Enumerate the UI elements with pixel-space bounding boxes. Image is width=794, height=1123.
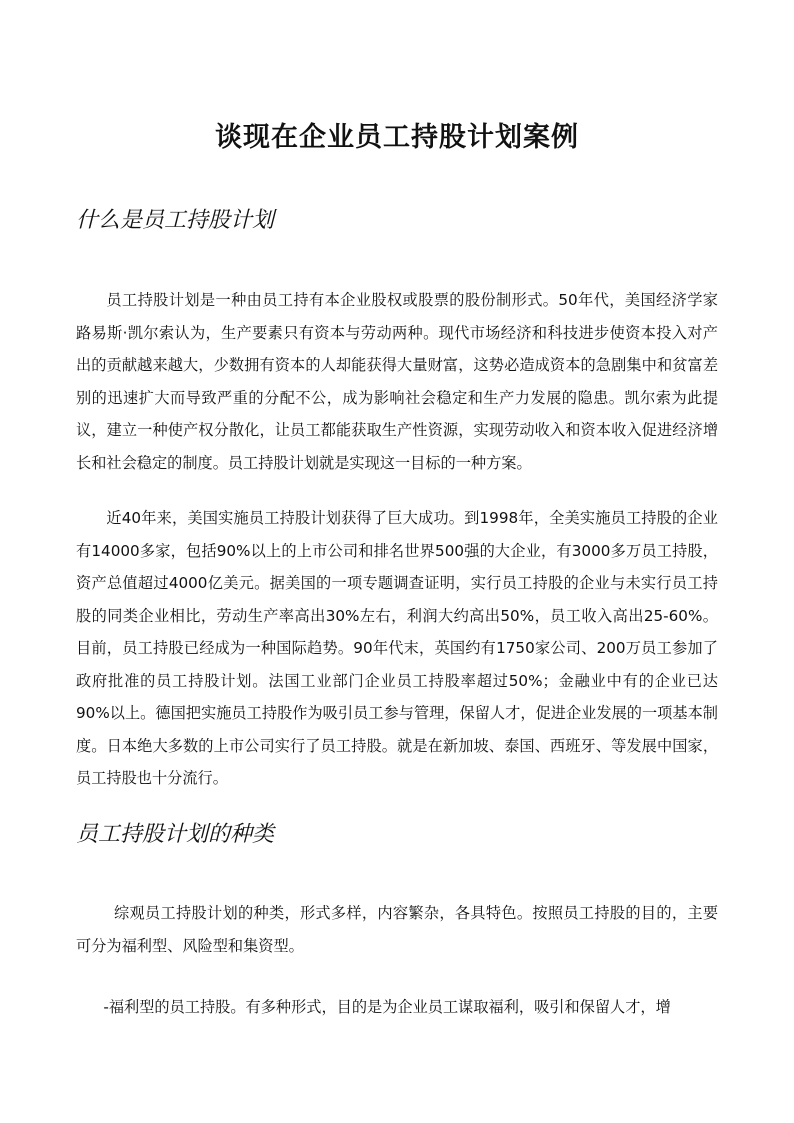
paragraph-esop-types-overview: 综观员工持股计划的种类，形式多样，内容繁杂，各具特色。按照员工持股的目的，主要可分为福利型、风险型和集资型。 (76, 904, 718, 955)
section-heading-esop-types: 员工持股计划的种类 (76, 822, 275, 847)
document-title: 谈现在企业员工持股计划案例 (215, 122, 579, 153)
paragraph-esop-history: 近40年来，美国实施员工持股计划获得了巨大成功。到1998年，全美实施员工持股的企业有14000多家，包括90%以上的上市公司和排名世界500强的大企业，有3000多万员工持股，资产总值超过4000亿美元。据美国的一项专题调查证明，实行员工持股的企业与未实行员工持股的同类企业相比，劳动生产率高出30%左右，利润大约高出50%，员工收入高出25-60%。目前，员工持股已经成为一种国际趋势。90年代末，英国约有1750家公司、200万员工参加了政府批准的员工持股计划。法国工业部门企业员工持股率超过50%；金融业中有的企业已达90%以上。德国把实施员工持股作为吸引员工参与管理，保留人才，促进企业发展的一项基本制度。日本绝大多数的上市公司实行了员工持股。就是在新加坡、泰国、西班牙、等发展中国家，员工持股也十分流行。 (76, 509, 718, 787)
section-heading-what-is-esop: 什么是员工持股计划 (76, 208, 275, 233)
paragraph-welfare-type: -福利型的员工持股。有多种形式，目的是为企业员工谋取福利，吸引和保留人才，增 (103, 998, 671, 1016)
paragraph-esop-definition: 员工持股计划是一种由员工持有本企业股权或股票的股份制形式。50年代，美国经济学家路易斯·凯尔索认为，生产要素只有资本与劳动两种。现代市场经济和科技进步使资本投入对产出的贡献越来越大，少数拥有资本的人却能获得大量财富，这势必造成资本的急剧集中和贫富差别的迅速扩大而导致严重的分配不公，成为影响社会稳定和生产力发展的隐患。凯尔索为此提议，建立一种使产权分散化，让员工都能获取生产性资源，实现劳动收入和资本收入促进经济增长和社会稳定的制度。员工持股计划就是实现这一目标的一种方案。 (76, 291, 718, 472)
